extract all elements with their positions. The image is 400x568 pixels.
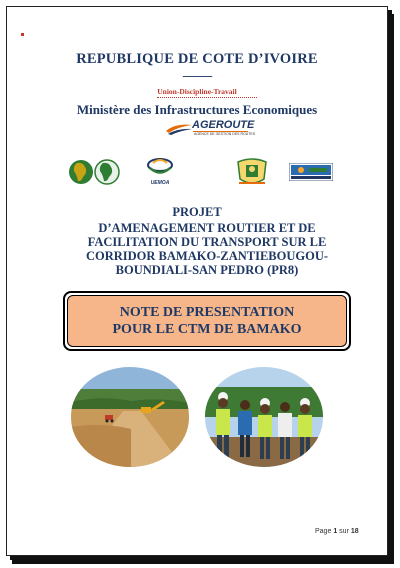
project-label: PROJET xyxy=(172,205,222,219)
road-construction-photo xyxy=(71,367,189,467)
ageroute-name: AGEROUTE xyxy=(192,119,255,131)
african-development-bank-logo xyxy=(67,157,123,187)
project-title-line: FACILITATION DU TRANSPORT SUR LE xyxy=(87,235,327,249)
project-title xyxy=(77,221,337,277)
page-number xyxy=(315,528,359,535)
note-title-line-1: NOTE DE PRESENTATION xyxy=(119,305,295,320)
motto-underline xyxy=(157,97,257,98)
document-page xyxy=(6,6,388,556)
project-title-line: CORRIDOR BAMAKO-ZANTIEBOUGOU- xyxy=(85,249,329,263)
national-motto: Union-Discipline-Travail xyxy=(157,87,237,96)
ecowas-logo xyxy=(289,163,333,181)
page-current: 1 xyxy=(333,528,338,535)
ministry-heading: Ministère des Infrastructures Economiques xyxy=(76,102,318,117)
uemoa-logo xyxy=(147,157,173,179)
partner-logos xyxy=(7,157,387,187)
country-heading: REPUBLIQUE DE COTE D’IVOIRE xyxy=(76,51,318,67)
page-prefix: Page xyxy=(315,528,332,535)
note-title-line-2: POUR LE CTM DE BAMAKO xyxy=(112,322,302,337)
ageroute-subtitle: AGENCE DE GESTION DES ROUTES xyxy=(194,132,256,136)
workers-group-photo xyxy=(205,367,323,467)
project-title-line: BOUNDIALI-SAN PEDRO (PR8) xyxy=(115,263,299,277)
ageroute-logo xyxy=(165,118,256,140)
separator-dashes: ----------- xyxy=(182,70,212,82)
project-title-line: D’AMENAGEMENT ROUTIER ET DE xyxy=(98,221,316,235)
ageroute-swoosh-icon xyxy=(165,122,193,136)
red-mark xyxy=(21,33,24,36)
note-title-box xyxy=(63,291,351,351)
page-of: sur xyxy=(339,528,349,535)
page-total: 18 xyxy=(350,528,359,535)
cote-divoire-coat-of-arms-logo xyxy=(235,157,269,187)
note-title-fill xyxy=(67,295,347,347)
uemoa-label: UEMOA xyxy=(150,180,170,186)
